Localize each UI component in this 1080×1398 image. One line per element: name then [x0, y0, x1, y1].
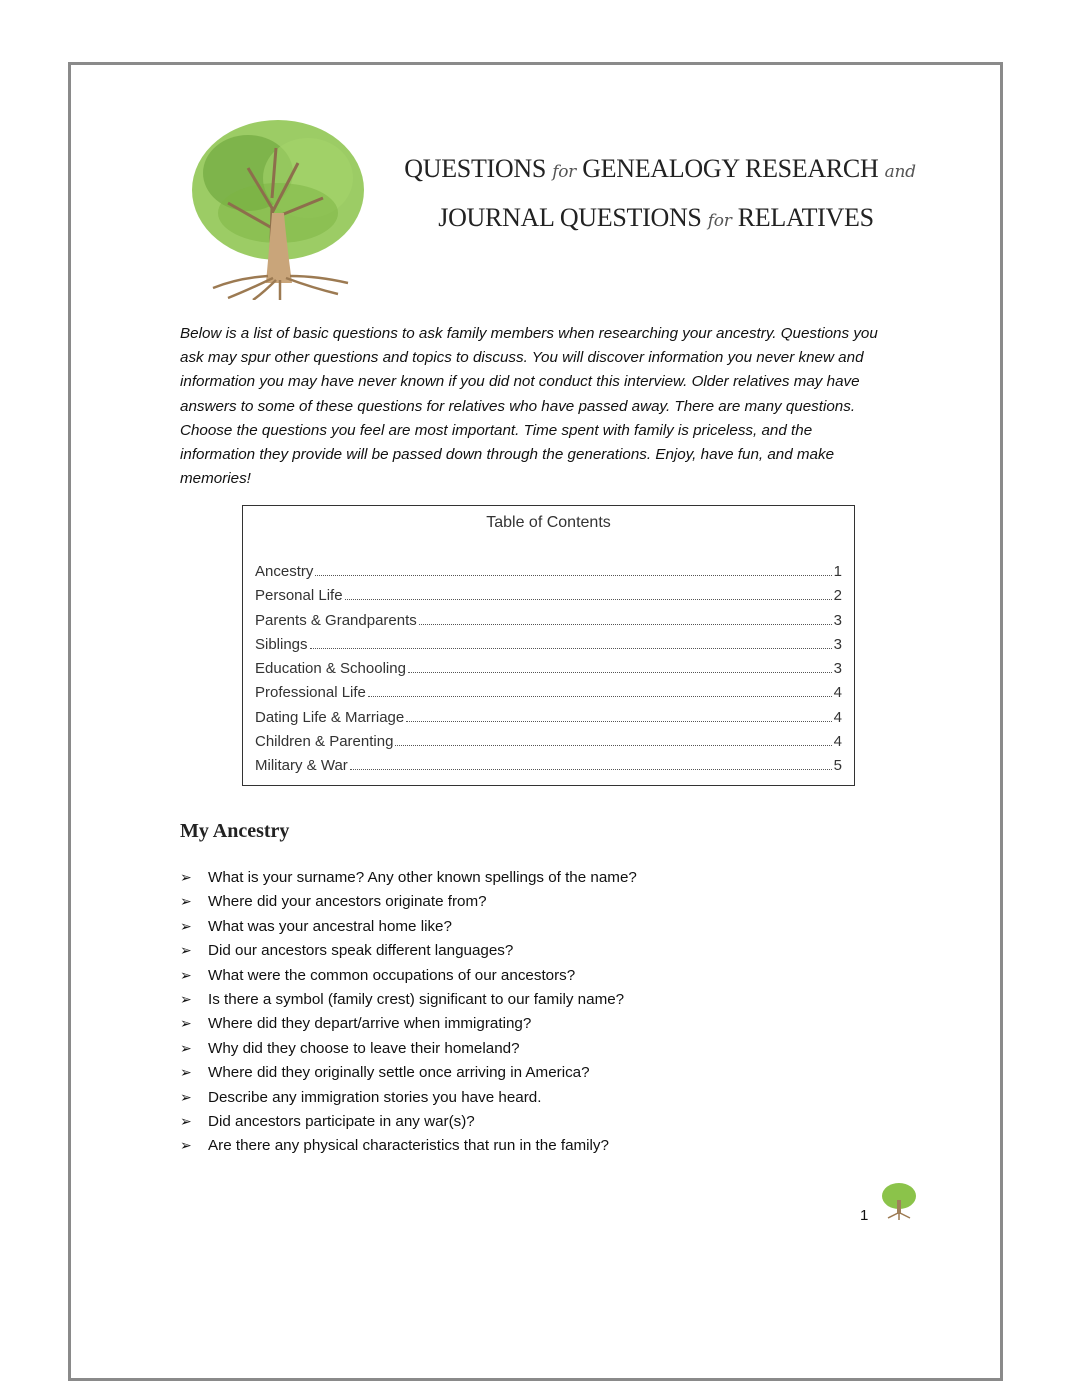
document-title-line-1 — [380, 154, 940, 184]
title-text: RELATIVES — [737, 203, 874, 232]
intro-line: answers to some of these questions for relatives who have passed away. There are many questions. — [180, 397, 856, 415]
tree-illustration — [188, 118, 368, 300]
toc-entry[interactable] — [255, 757, 842, 781]
list-item — [180, 1137, 637, 1161]
arrow-bullet-icon: ➢ — [180, 1088, 192, 1105]
toc-entry-page: 4 — [833, 708, 842, 726]
list-item — [180, 1089, 637, 1113]
intro-line: Choose the questions you feel are most important. Time spent with family is priceless, and the — [180, 421, 813, 439]
list-item — [180, 967, 637, 991]
intro-line: ask may spur other questions and topics to discuss. You will discover information you never knew and — [180, 349, 864, 367]
arrow-bullet-icon: ➢ — [180, 1015, 192, 1032]
toc-leader-dots — [310, 648, 832, 649]
toc-entry[interactable] — [255, 660, 842, 684]
toc-leader-dots — [345, 599, 832, 600]
toc-entry-label: Ancestry — [255, 563, 314, 580]
question-text: Is there a symbol (family crest) significant to our family name? — [208, 990, 625, 1008]
intro-line: information they provide will be passed down through the generations. Enjoy, have fun, and make — [180, 446, 835, 464]
title-text: QUESTIONS — [404, 154, 547, 183]
arrow-bullet-icon: ➢ — [180, 1064, 192, 1081]
toc-entry-page: 5 — [833, 757, 842, 775]
arrow-bullet-icon: ➢ — [180, 869, 192, 885]
toc-entry-label: Education & Schooling — [255, 660, 406, 678]
question-text: Where did they originally settle once arriving in America? — [208, 1064, 590, 1082]
toc-entry[interactable] — [255, 587, 842, 611]
title-text: JOURNAL QUESTIONS — [438, 203, 702, 232]
toc-entry[interactable] — [255, 612, 842, 636]
intro-line: Below is a list of basic questions to ask family members when researching your ancestry. Questions you — [180, 325, 878, 342]
page-number: 1 — [860, 1207, 869, 1224]
arrow-bullet-icon: ➢ — [180, 1039, 192, 1056]
toc-entry[interactable] — [255, 563, 842, 587]
toc-leader-dots — [408, 672, 832, 673]
arrow-bullet-icon: ➢ — [180, 966, 192, 983]
toc-entry-page: 3 — [833, 660, 842, 678]
small-tree-icon — [880, 1182, 918, 1220]
arrow-bullet-icon: ➢ — [180, 990, 192, 1007]
arrow-bullet-icon: ➢ — [180, 1137, 192, 1154]
arrow-bullet-icon: ➢ — [180, 1112, 192, 1129]
toc-entry-label: Children & Parenting — [255, 733, 394, 751]
toc-entry-page: 4 — [833, 733, 842, 751]
title-script-word: and — [884, 162, 916, 182]
list-item — [180, 918, 637, 942]
section-heading: My Ancestry — [180, 820, 290, 842]
arrow-bullet-icon: ➢ — [180, 893, 192, 910]
intro-line: memories! — [180, 470, 251, 488]
question-text: Did ancestors participate in any war(s)? — [208, 1112, 475, 1130]
question-text: What is your surname? Any other known spellings of the name? — [208, 869, 637, 886]
toc-entry-page: 1 — [833, 563, 842, 580]
toc-entry-page: 3 — [833, 611, 842, 629]
list-item — [180, 1015, 637, 1039]
list-item — [180, 893, 637, 917]
question-text: Where did your ancestors originate from? — [208, 893, 487, 911]
toc-leader-dots — [395, 745, 831, 746]
list-item — [180, 1040, 637, 1064]
question-list — [180, 869, 637, 1162]
toc-entry-label: Professional Life — [255, 684, 366, 702]
table-of-contents — [242, 505, 855, 786]
question-text: Describe any immigration stories you have heard. — [208, 1088, 542, 1106]
toc-entry-page: 2 — [833, 587, 842, 605]
toc-entry-page: 4 — [833, 684, 842, 702]
toc-entry-label: Siblings — [255, 635, 308, 653]
list-item — [180, 1113, 637, 1137]
toc-entry-page: 3 — [833, 635, 842, 653]
toc-entry-label: Military & War — [255, 757, 348, 775]
question-text: Did our ancestors speak different languages? — [208, 942, 514, 960]
question-text: Where did they depart/arrive when immigrating? — [208, 1015, 532, 1033]
toc-entry[interactable] — [255, 684, 842, 708]
list-item — [180, 1064, 637, 1088]
question-text: Are there any physical characteristics that run in the family? — [208, 1137, 609, 1155]
question-text: What were the common occupations of our ancestors? — [208, 966, 576, 984]
toc-entry[interactable] — [255, 636, 842, 660]
toc-entry-label: Dating Life & Marriage — [255, 708, 405, 726]
toc-entry[interactable] — [255, 709, 842, 733]
toc-title: Table of Contents — [486, 514, 611, 531]
toc-leader-dots — [315, 575, 831, 576]
toc-entry-label: Personal Life — [255, 587, 343, 605]
toc-leader-dots — [406, 721, 831, 722]
arrow-bullet-icon: ➢ — [180, 942, 192, 959]
toc-entry[interactable] — [255, 733, 842, 757]
toc-leader-dots — [368, 696, 832, 697]
title-script-word: for — [552, 162, 576, 182]
list-item — [180, 991, 637, 1015]
question-text: Why did they choose to leave their homeland? — [208, 1039, 520, 1057]
toc-entry-label: Parents & Grandparents — [255, 611, 417, 629]
list-item — [180, 942, 637, 966]
title-text: GENEALOGY RESEARCH — [582, 154, 879, 183]
arrow-bullet-icon: ➢ — [180, 917, 192, 934]
list-item — [180, 869, 637, 893]
document-title-line-2 — [376, 203, 936, 233]
intro-line: information you may have never known if you did not conduct this interview. Older relatives may have — [180, 373, 860, 391]
toc-leader-dots — [350, 769, 832, 770]
question-text: What was your ancestral home like? — [208, 917, 452, 935]
intro-paragraph — [180, 322, 920, 491]
title-script-word: for — [707, 211, 732, 231]
toc-leader-dots — [419, 624, 832, 625]
toc-list — [255, 563, 842, 782]
